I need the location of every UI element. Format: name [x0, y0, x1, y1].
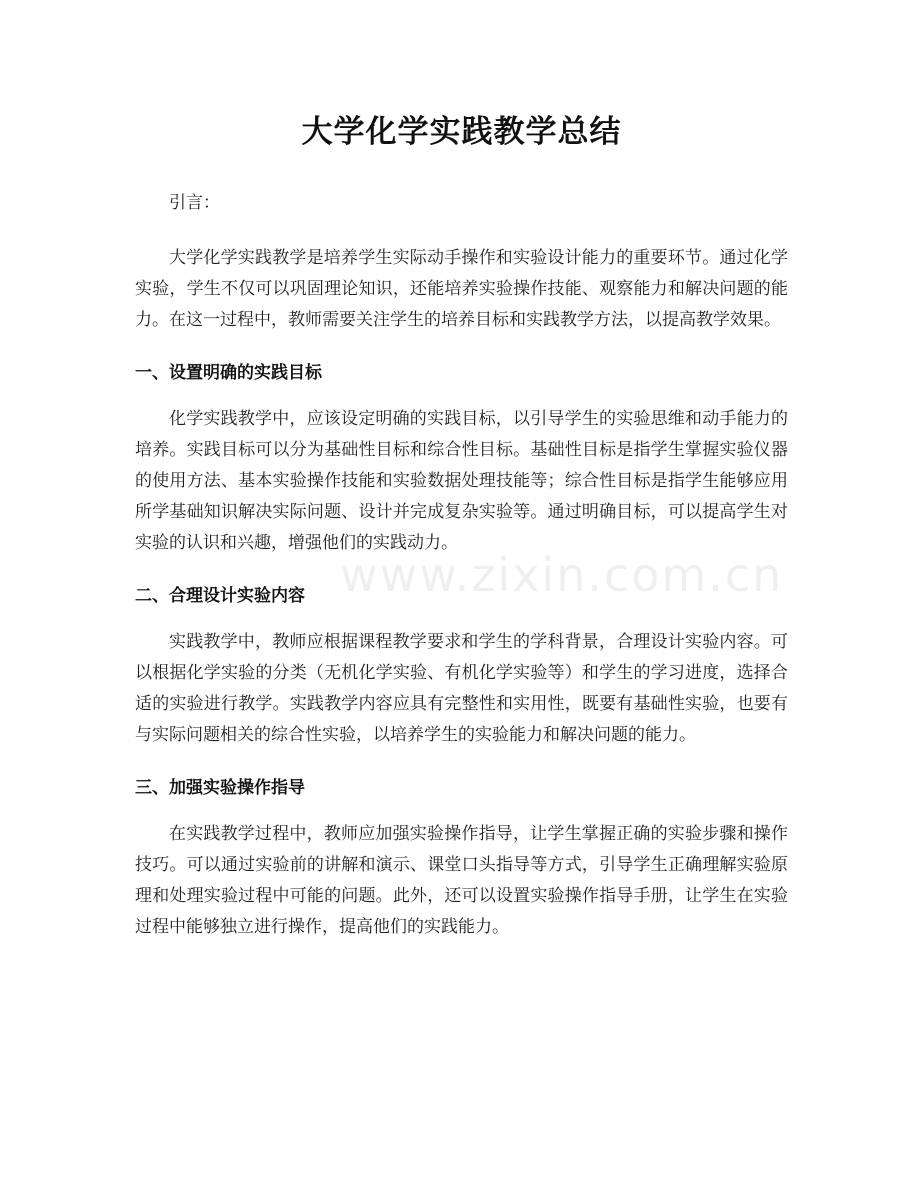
intro-label: 引言： [169, 193, 220, 213]
section-paragraph: 实践教学中，教师应根据课程教学要求和学生的学科背景，合理设计实验内容。可以根据化学实验的分类（无机化学实验、有机化学实验等）和学生的学习进度，选择合适的实验进行教学。实践教学内容应具有完整性和实用性，既要有基础性实验，也要有与实际问题相关的综合性实验，以培养学生的实验能力和解决问题的能力。 [135, 632, 788, 745]
section-heading: 二、合理设计实验内容 [135, 586, 305, 606]
section-practice-goals [135, 358, 788, 559]
watermark: www.zixin.com.cn [340, 548, 784, 602]
intro-paragraph: 大学化学实践教学是培养学生实际动手操作和实验设计能力的重要环节。通过化学实验，学生不仅可以巩固理论知识，还能培养实验操作技能、观察能力和解决问题的能力。在这一过程中，教师需要关注学生的培养目标和实践教学方法，以提高教学效果。 [135, 248, 788, 330]
section-heading: 三、加强实验操作指导 [135, 778, 305, 798]
section-heading: 一、设置明确的实践目标 [135, 363, 322, 383]
section-paragraph: 化学实践教学中，应该设定明确的实践目标，以引导学生的实验思维和动手能力的培养。实践目标可以分为基础性目标和综合性目标。基础性目标是指学生掌握实验仪器的使用方法、基本实验操作技能和实验数据处理技能等；综合性目标是指学生能够应用所学基础知识解决实际问题、设计并完成复杂实验等。通过明确目标，可以提高学生对实验的认识和兴趣，增强他们的实践动力。 [135, 409, 788, 553]
section-operation-guidance [135, 773, 788, 943]
section-paragraph: 在实践教学过程中，教师应加强实验操作指导，让学生掌握正确的实验步骤和操作技巧。可以通过实验前的讲解和演示、课堂口头指导等方式，引导学生正确理解实验原理和处理实验过程中可能的问题。此外，还可以设置实验操作指导手册，让学生在实验过程中能够独立进行操作，提高他们的实践能力。 [135, 824, 788, 937]
document-title: 大学化学实践教学总结 [301, 114, 622, 150]
section-experiment-design [135, 581, 788, 751]
